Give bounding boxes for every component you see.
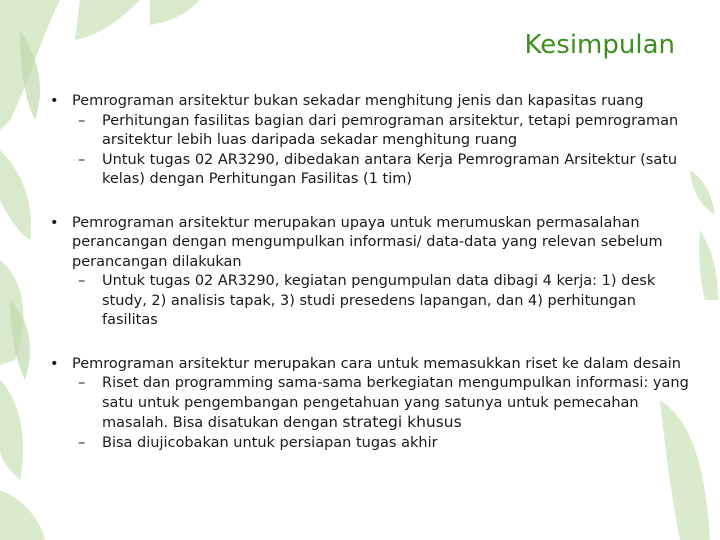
bullet-marker: • <box>50 355 59 372</box>
slide-title: Kesimpulan <box>524 30 675 60</box>
bullet-marker: • <box>50 93 59 109</box>
bullet-text: Pemrograman arsitektur bukan sekadar menghitung jenis dan kapasitas ruang <box>72 93 644 109</box>
sub-item <box>50 374 690 434</box>
sub-item <box>50 434 690 454</box>
bullet-text: Pemrograman arsitektur merupakan upaya untuk merumuskan permasalahan perancangan dengan mengumpulkan informasi/ data-data yang relevan sebelum perancangan dilakukan <box>72 214 663 270</box>
sub-item <box>50 272 690 331</box>
bullet-item <box>50 92 690 112</box>
sub-text: Perhitungan fasilitas bagian dari pemrograman arsitektur, tetapi pemrograman arsitektur lebih luas daripada sekadar menghitung ruang <box>102 112 679 148</box>
emphasis-text: strategi khusus <box>342 413 462 431</box>
slide-content <box>50 92 690 453</box>
sub-text: Untuk tugas 02 AR3290, kegiatan pengumpulan data dibagi 4 kerja: 1) desk study, 2) analisis tapak, 3) studi presedens lapangan, dan 4) perhitungan fasilitas <box>102 273 656 328</box>
sub-text: Untuk tugas 02 AR3290, dibedakan antara Kerja Pemrograman Arsitektur (satu kelas) dengan Perhitungan Fasilitas (1 tim) <box>102 151 678 187</box>
bullet-item <box>50 214 690 273</box>
sub-marker: – <box>78 112 86 129</box>
sub-text: Riset dan programming sama-sama berkegiatan mengumpulkan informasi: yang satu untuk pengembangan pengetahuan yang satunya untuk pemecahan masalah. Bisa disatukan dengan <box>102 375 689 431</box>
sub-marker: – <box>78 434 86 451</box>
sub-item <box>50 151 690 190</box>
sub-text: Bisa diujicobakan untuk persiapan tugas akhir <box>102 434 438 451</box>
sub-item <box>50 112 690 151</box>
sub-marker: – <box>78 273 86 289</box>
bullet-item <box>50 355 690 375</box>
bullet-text: Pemrograman arsitektur merupakan cara untuk memasukkan riset ke dalam desain <box>72 355 681 372</box>
sub-marker: – <box>78 375 86 391</box>
bullet-marker: • <box>50 214 59 231</box>
sub-marker: – <box>78 151 86 168</box>
